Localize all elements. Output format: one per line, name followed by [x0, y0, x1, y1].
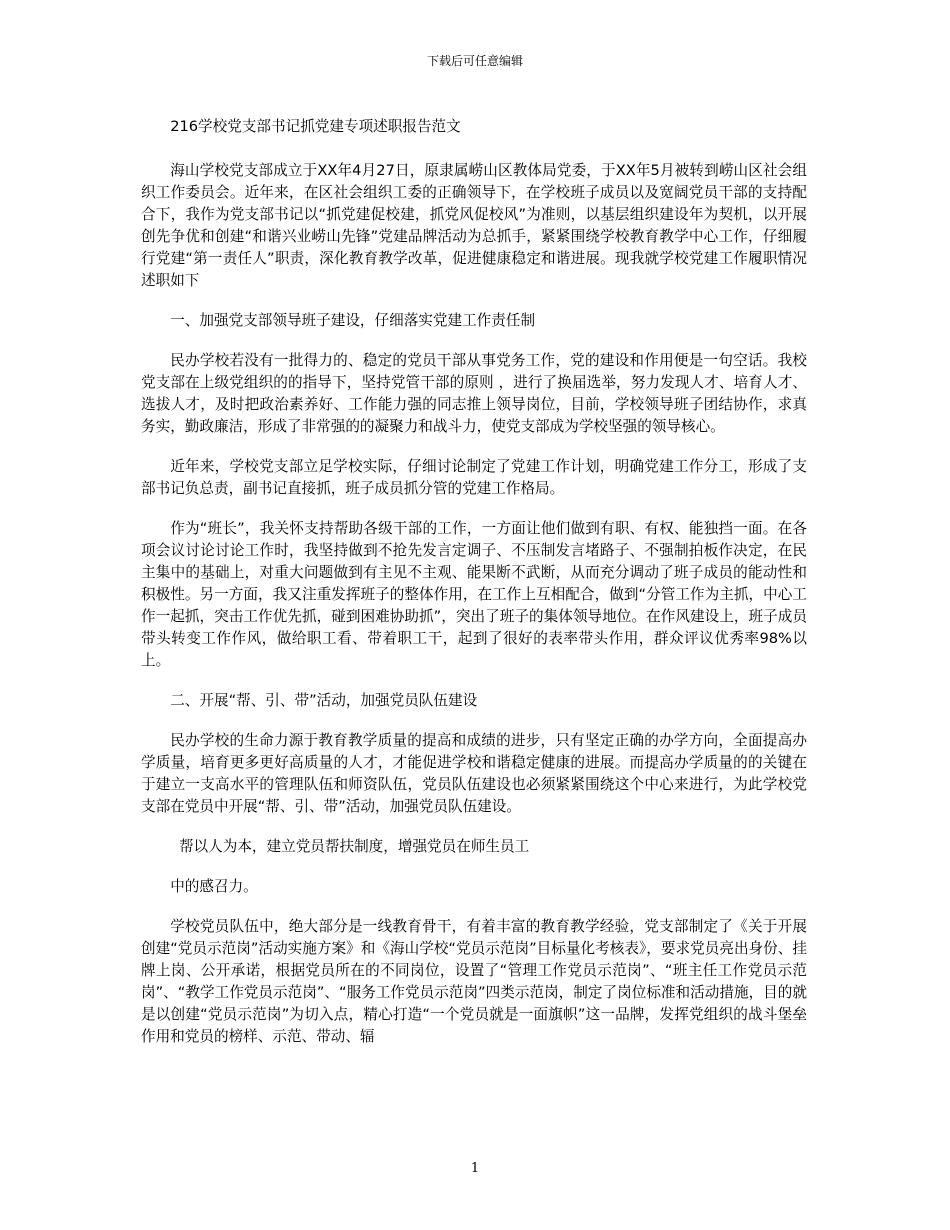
paragraph-section2-b: 学校党员队伍中，绝大部分是一线教育骨干，有着丰富的教育教学经验，党支部制定了《关于开展创建“党员示范岗”活动实施方案》和《海山学校“党员示范岗”目标量化考核表》，要求党员亮出身份、挂牌上岗、公开承诺，根据党员所在的不同岗位，设置了“管理工作党员示范岗”、“班主任工作党员示范岗”、“教学工作党员示范岗”、“服务工作党员示范岗”四类示范岗，制定了岗位标准和活动措施，目的就是以创建“党员示范岗”为切入点，精心打造“一个党员就是一面旗帜”这一品牌，发挥党组织的战斗堡垒作用和党员的榜样、示范、带动、辐 — [141, 918, 807, 1045]
paragraph-intro: 海山学校党支部成立于XX年4月27日，原隶属崂山区教体局党委，于XX年5月被转到崂山区社会组织工作委员会。近年来，在区社会组织工委的正确领导下，在学校班子成员以及宽阔党员干部的支持配合下，我作为党支部书记以“抓党建促校建，抓党风促校风”为准则，以基层组织建设年为契机，以开展创先争优和创建“和谐兴业崂山先锋”党建品牌活动为总抓手，紧紧围绕学校教育教学中心工作，仔细履行党建“第一责任人”职责，深化教育教学改革，促进健康稳定和谐进展。现我就学校党建工作履职情况述职如下 — [141, 162, 807, 289]
document-title: 216学校党支部书记抓党建专项述职报告范文 — [170, 118, 461, 135]
paragraph-section1-c: 作为“班长”，我关怀支持帮助各级干部的工作，一方面让他们做到有职、有权、能独挡一面。在各项会议讨论讨论工作时，我坚持做到不抢先发言定调子、不压制发言堵路子、不强制拍板作决定，在民主集中的基础上，对重大问题做到有主见不主观、能果断不武断，从而充分调动了班子成员的能动性和积极性。另一方面，我又注重发挥班子的整体作用，在工作上互相配合，做到“分管工作为主抓，中心工作一起抓，突击工作优先抓，碰到困难协助抓”，突出了班子的集体领导地位。在作风建设上，班子成员带头转变工作作风，做给职工看、带着职工干，起到了很好的表率带头作用，群众评议优秀率98%以上。 — [141, 520, 807, 669]
paragraph-section1-b: 近年来，学校党支部立足学校实际，仔细讨论制定了党建工作计划，明确党建工作分工，形成了支部书记负总责，副书记直接抓，班子成员抓分管的党建工作格局。 — [141, 458, 807, 497]
section-heading-2: 二、开展“帮、引、带”活动，加强党员队伍建设 — [170, 692, 478, 709]
section-heading-1: 一、加强党支部领导班子建设，仔细落实党建工作责任制 — [170, 312, 536, 329]
paragraph-section1-a: 民办学校若没有一批得力的、稳定的党员干部从事党务工作，党的建设和作用便是一句空话。我校党支部在上级党组织的的指导下，坚持党管干部的原则 ，进行了换届选举，努力发现人才、培育人才、选拔人才，及时把政治素养好、工作能力强的同志推上领导岗位，目前，学校领导班子团结协作，求真务实，勤政廉洁，形成了非常强的的凝聚力和战斗力，使党支部成为学校坚强的领导核心。 — [141, 352, 807, 435]
subheading-help-cont: 中的感召力。 — [170, 878, 258, 895]
document-body — [141, 116, 807, 1066]
paragraph-section2-a: 民办学校的生命力源于教育教学质量的提高和成绩的进步，只有坚定正确的办学方向，全面提高办学质量，培育更多更好高质量的人才，才能促进学校和谐稳定健康的进展。而提高办学质量的的关键在于建立一支高水平的管理队伍和师资队伍，党员队伍建设也必须紧紧围绕这个中心来进行，为此学校党支部在党员中开展“帮、引、带”活动，加强党员队伍建设。 — [141, 732, 807, 815]
subheading-help: 帮以人为本，建立党员帮扶制度，增强党员在师生员工 — [178, 838, 530, 855]
page-number: 1 — [470, 1161, 480, 1176]
page-header-note: 下载后可任意编辑 — [426, 54, 523, 68]
